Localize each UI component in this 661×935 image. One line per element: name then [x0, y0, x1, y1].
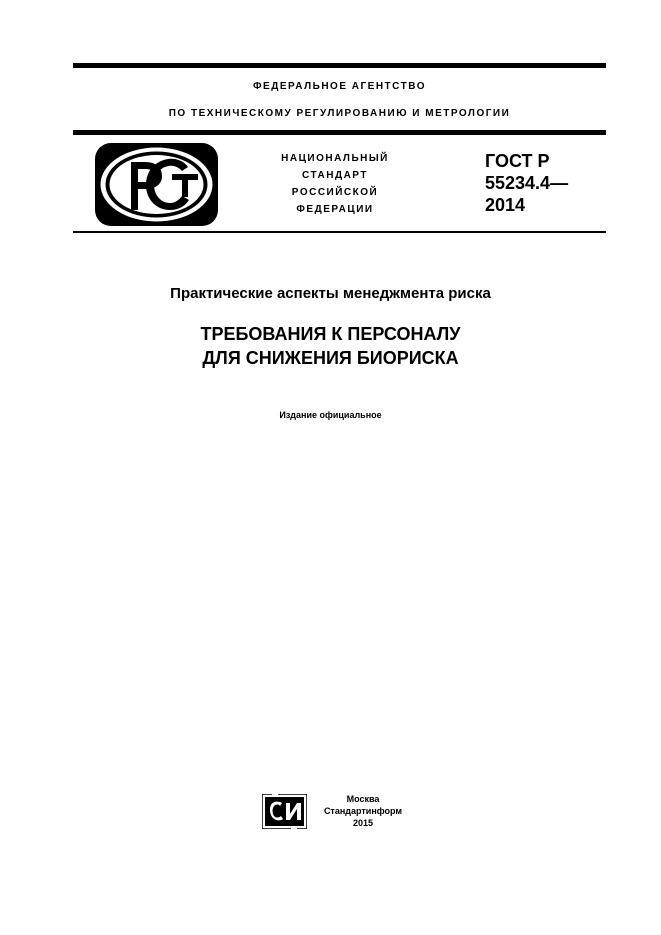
gost-line-3: 2014	[485, 195, 526, 215]
national-line-3: РОССИЙСКОЙ	[291, 187, 379, 198]
document-title	[0, 322, 661, 370]
edition-label: Издание официальное	[279, 410, 382, 420]
gost-number	[485, 150, 605, 216]
document-subtitle: Практические аспекты менеджмента риска	[170, 285, 491, 302]
national-line-4: ФЕДЕРАЦИИ	[296, 204, 374, 215]
publisher-block	[313, 793, 413, 829]
publisher-name: Стандартинформ	[323, 806, 403, 816]
publisher-city: Москва	[346, 794, 380, 804]
standartinform-logo-icon	[262, 794, 307, 829]
national-line-2: СТАНДАРТ	[302, 170, 368, 181]
title-line-1: ТРЕБОВАНИЯ К ПЕРСОНАЛУ	[200, 324, 461, 344]
gost-line-2: 55234.4—	[485, 173, 569, 193]
gost-line-1: ГОСТ Р	[485, 151, 550, 171]
agency-line-2: ПО ТЕХНИЧЕСКОМУ РЕГУЛИРОВАНИЮ И МЕТРОЛОГИИ	[168, 108, 511, 119]
national-standard-label	[250, 150, 420, 218]
rst-gost-logo-icon	[95, 143, 218, 226]
standard-rule	[73, 231, 606, 233]
top-rule	[73, 63, 606, 68]
header-rule	[73, 130, 606, 135]
publisher-year: 2015	[352, 818, 374, 828]
national-line-1: НАЦИОНАЛЬНЫЙ	[281, 153, 389, 164]
agency-line-1: ФЕДЕРАЛЬНОЕ АГЕНТСТВО	[252, 81, 426, 92]
title-line-2: ДЛЯ СНИЖЕНИЯ БИОРИСКА	[202, 348, 459, 368]
